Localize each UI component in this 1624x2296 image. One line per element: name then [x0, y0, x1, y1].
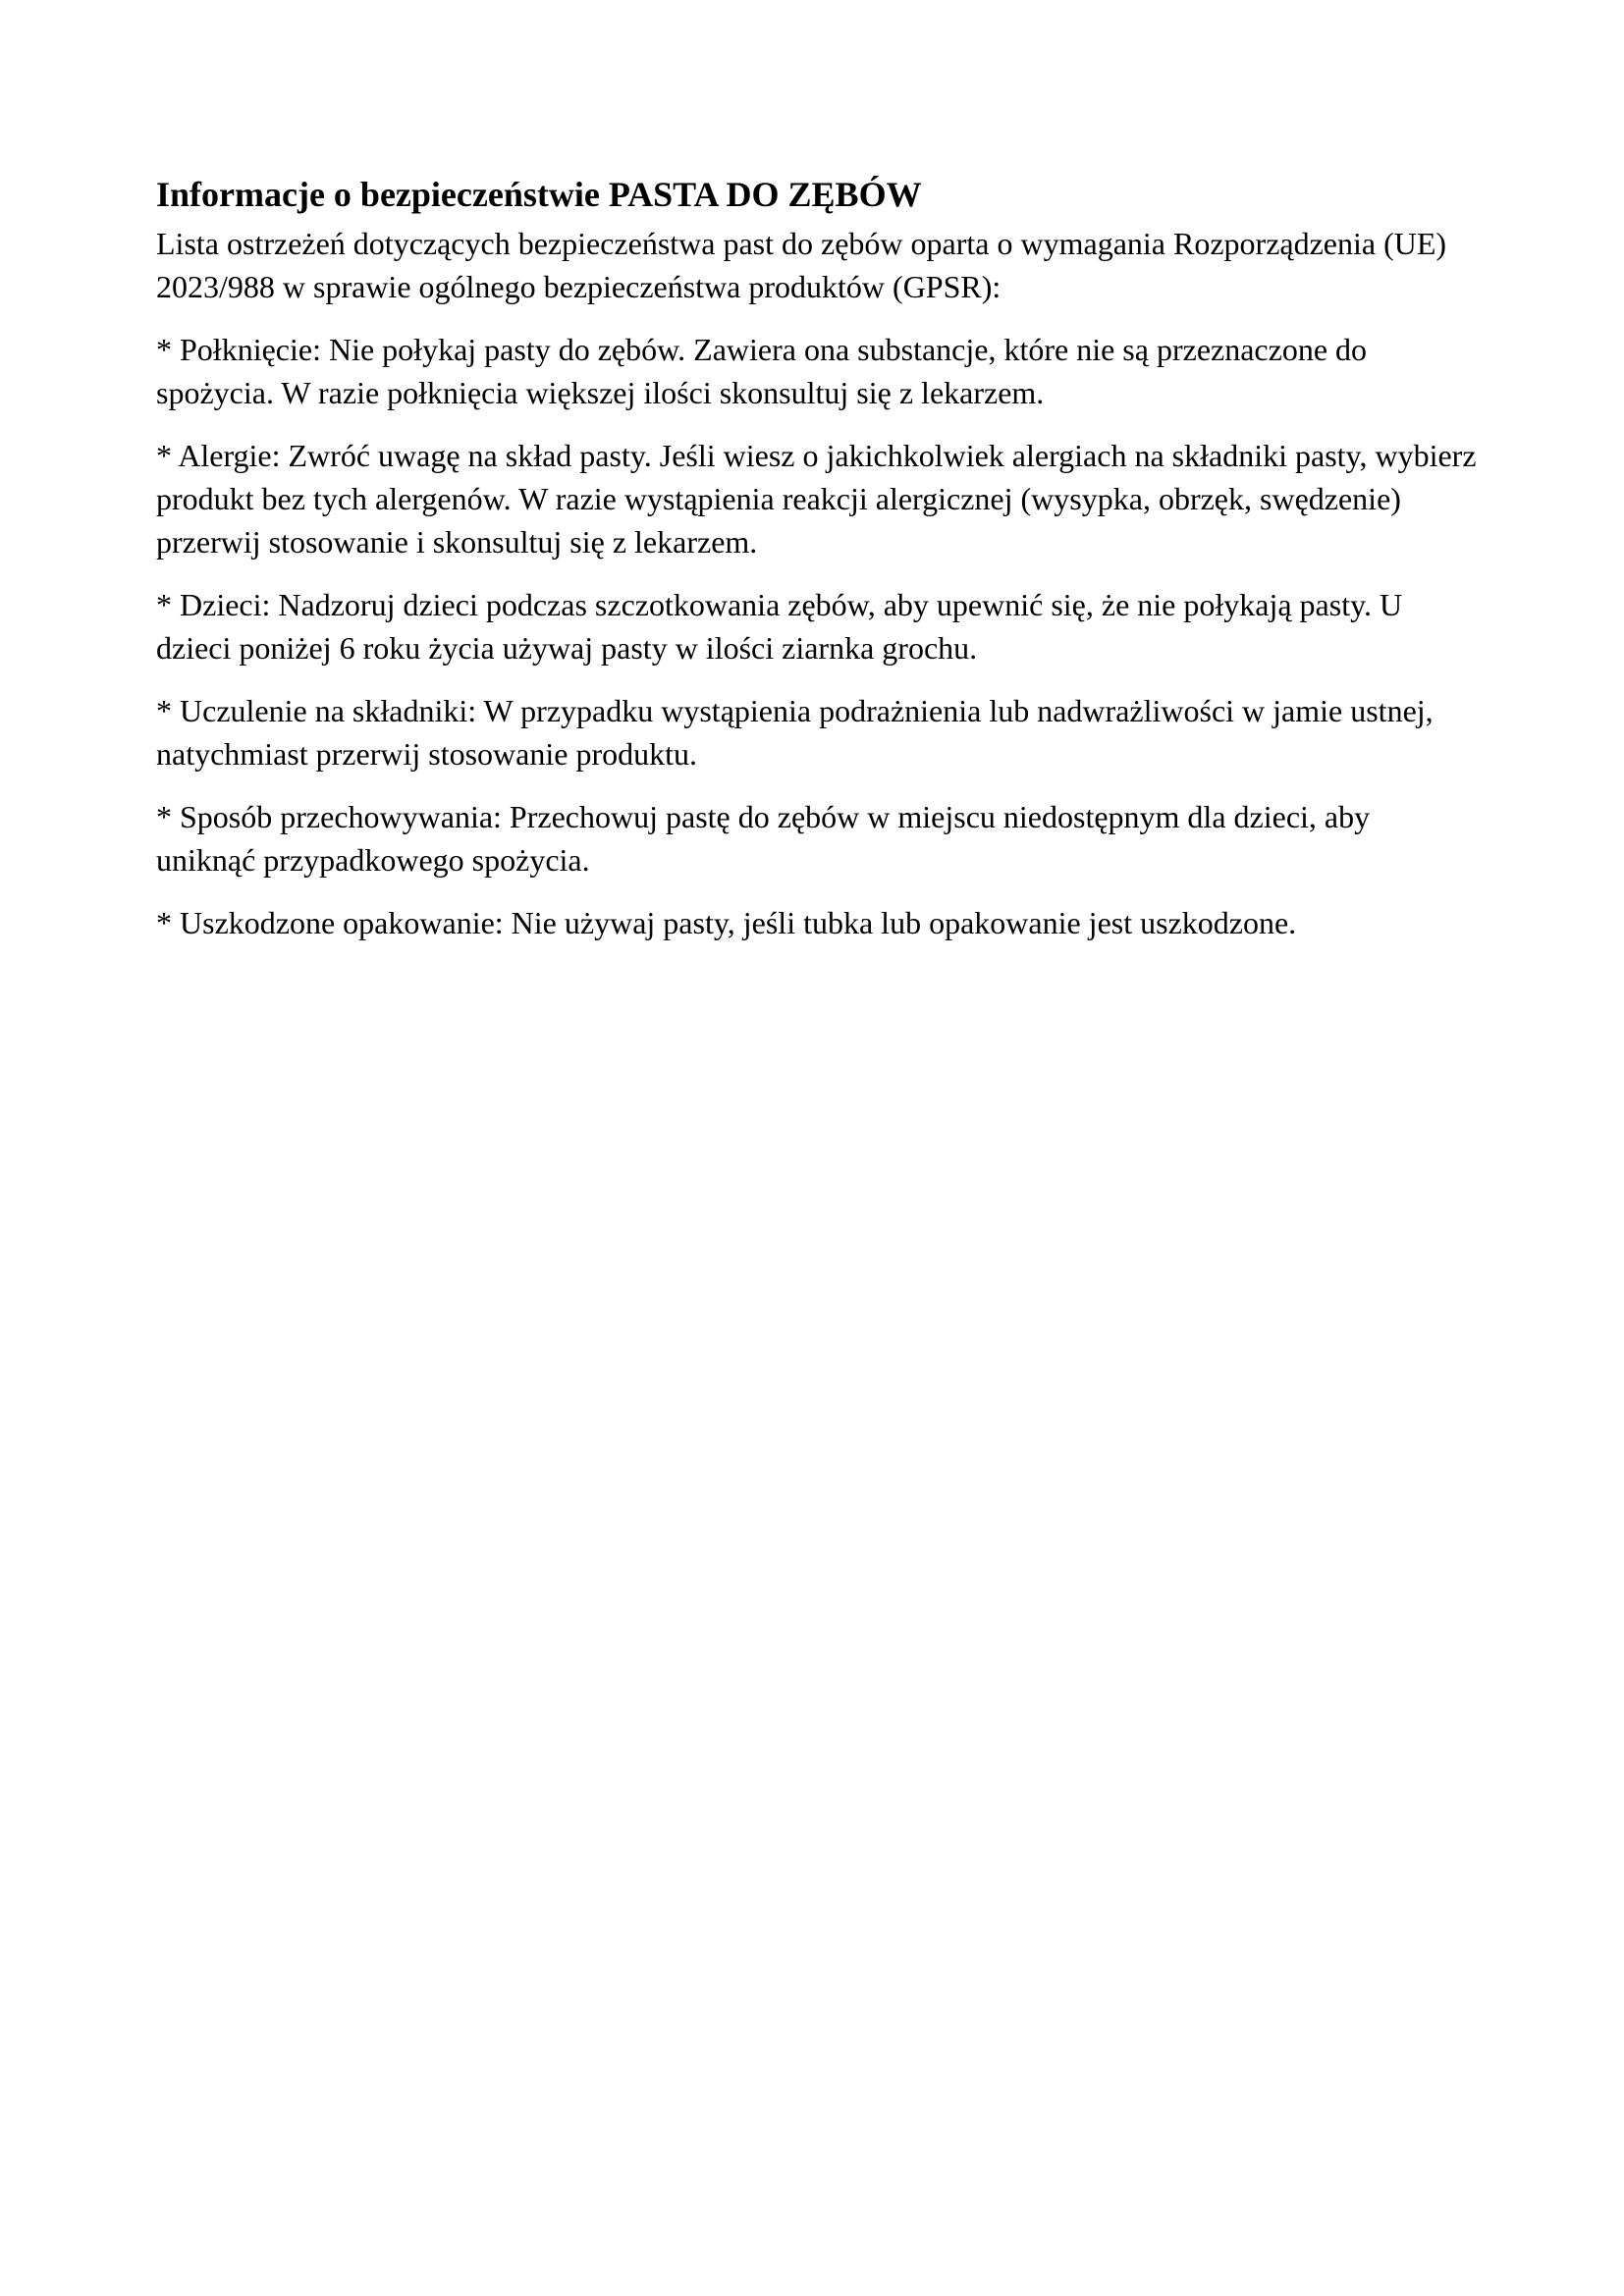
warning-allergies: * Alergie: Zwróć uwagę na skład pasty. Jeśli wiesz o jakichkolwiek alergiach na składniki pasty, wybierz produkt bez tych alergenów. W razie wystąpienia reakcji alergicznej (wysypka, obrzęk, swędzenie) przerwij stosowanie i skonsultuj się z lekarzem. — [156, 438, 1477, 560]
document-body — [156, 173, 1477, 964]
warning-children: * Dzieci: Nadzoruj dzieci podczas szczotkowania zębów, aby upewnić się, że nie połykają pasty. U dzieci poniżej 6 roku życia używaj pasty w ilości ziarnka grochu. — [156, 587, 1403, 666]
document-title: Informacje o bezpieczeństwie PASTA DO ZĘBÓW — [156, 175, 922, 214]
intro-paragraph: Lista ostrzeżeń dotyczących bezpieczeństwa past do zębów oparta o wymagania Rozporządzenia (UE) 2023/988 w sprawie ogólnego bezpieczeństwa produktów (GPSR): — [156, 226, 1447, 304]
warning-damaged-packaging: * Uszkodzone opakowanie: Nie używaj pasty, jeśli tubka lub opakowanie jest uszkodzone. — [156, 905, 1297, 940]
warning-storage: * Sposób przechowywania: Przechowuj pastę do zębów w miejscu niedostępnym dla dzieci, aby uniknąć przypadkowego spożycia. — [156, 799, 1371, 878]
warning-swallowing: * Połknięcie: Nie połykaj pasty do zębów. Zawiera ona substancje, które nie są przeznaczone do spożycia. W razie połknięcia większej ilości skonsultuj się z lekarzem. — [156, 332, 1368, 410]
warning-sensitization: * Uczulenie na składniki: W przypadku wystąpienia podrażnienia lub nadwrażliwości w jamie ustnej, natychmiast przerwij stosowanie produktu. — [156, 693, 1434, 772]
